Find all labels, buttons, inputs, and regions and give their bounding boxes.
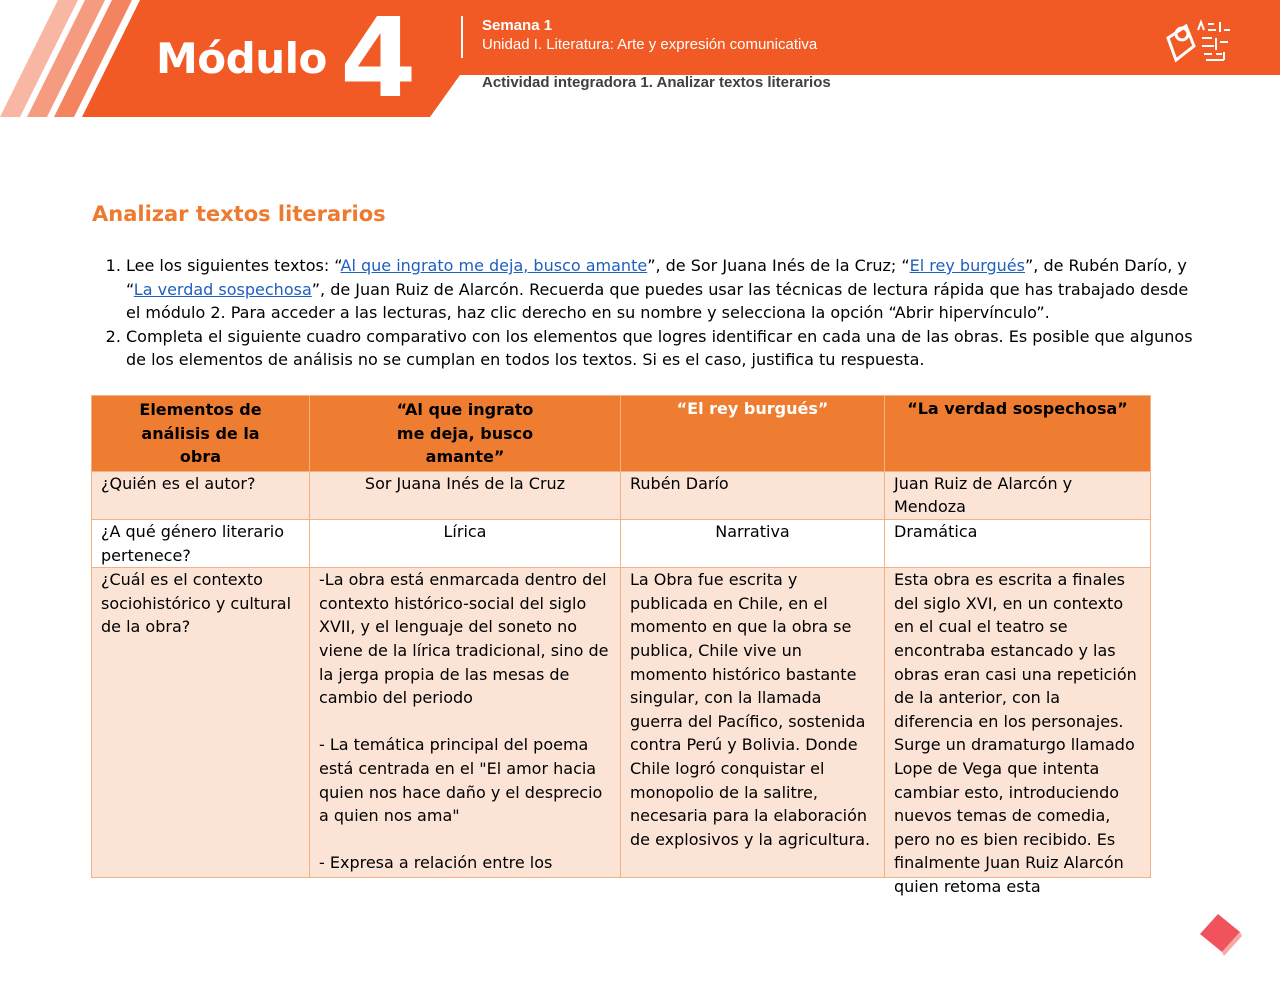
link-al-que-ingrato[interactable]: Al que ingrato me deja, busco amante	[340, 256, 648, 275]
link-la-verdad-sospechosa[interactable]: La verdad sospechosa	[133, 279, 312, 299]
header-divider	[461, 16, 463, 58]
table-row	[92, 471, 1151, 519]
cell-autor-ingrato[interactable]: Sor Juana Inés de la Cruz	[310, 471, 621, 519]
table-row	[92, 568, 1151, 878]
header-la-verdad-sospechosa: “La verdad sospechosa”	[885, 396, 1151, 472]
cell-genero-ingrato[interactable]: Lírica	[310, 519, 621, 567]
module-label: Módulo	[156, 34, 327, 83]
unit-label: Unidad I. Literatura: Arte y expresión comunicativa	[482, 36, 818, 53]
module-header	[0, 0, 1280, 120]
cell-contexto-verdad[interactable]: Esta obra es escrita a finales del siglo XVI, en un contexto en el cual el teatro se encontraba estancado y las obras eran casi una repetición de la anterior, con la diferencia en los personajes. Surge un dramaturgo llamado Lope de Vega que intenta cambiar esto, introduciendo nuevos temas de comedia, pero no es bien recibido. Es finalmente Juan Ruiz Alarcón quien retoma esta	[885, 568, 1151, 878]
instruction-item-2: 2. Completa el siguiente cuadro comparativo con los elementos que logres identificar en cada una de las obras. Es posible que algunos de los elementos de análisis no se cumplan en todos los textos. Si es el caso, justifica tu respuesta.	[126, 325, 1206, 372]
header-el-rey-burgues: “El rey burgués”	[621, 396, 885, 472]
row-label-contexto: ¿Cuál es el contexto sociohistórico y cultural de la obra?	[92, 568, 310, 878]
cell-contexto-rey[interactable]: La Obra fue escrita y publicada en Chile, en el momento en que la obra se publica, Chile vive un momento histórico bastante singular, con la llamada guerra del Pacífico, sostenida contra Perú y Bolivia. Donde Chile logró conquistar el monopolio de la salitre, necesaria para la elaboración de explosivos y la agricultura.	[621, 568, 885, 878]
week-label: Semana 1	[482, 17, 553, 34]
cell-contexto-ingrato[interactable]: -La obra está enmarcada dentro del contexto histórico-social del siglo XVII, y el lenguaje del soneto no viene de la lírica tradicional, sino de la jerga propia de las mesas de cambio del periodo - La temática principal del poema está centrada en el "El amor hacia quien nos hace daño y el desprecio a quien nos ama" - Expresa a relación entre los	[310, 568, 621, 878]
corner-diamond-icon	[1196, 910, 1244, 956]
row-label-genero: ¿A qué género literario pertenece?	[92, 519, 310, 567]
link-el-rey-burgues[interactable]: El rey burgués	[909, 256, 1025, 275]
table-header-row	[92, 396, 1151, 472]
instructions-list	[92, 254, 1206, 372]
cell-genero-rey[interactable]: Narrativa	[621, 519, 885, 567]
header-al-que-ingrato: “Al que ingrato me deja, busco amante”	[310, 396, 621, 472]
activity-label: Actividad integradora 1. Analizar textos literarios	[482, 74, 831, 91]
logo-book-icon	[1168, 26, 1194, 60]
row-label-autor: ¿Quién es el autor?	[92, 471, 310, 519]
comparison-table	[91, 395, 1151, 896]
header-elementos: Elementos de análisis de la obra	[92, 396, 310, 472]
cell-autor-verdad[interactable]: Juan Ruiz de Alarcón y Mendoza	[885, 471, 1151, 519]
prepa-en-linea-logo	[1164, 16, 1236, 66]
module-number: 4	[340, 0, 417, 122]
section-title: Analizar textos literarios	[92, 202, 386, 226]
instruction-item-1: 1. Lee los siguientes textos: “Al que ingrato me deja, busco amante”, de Sor Juana Inés de la Cruz; “El rey burgués”, de Rubén Darío, y “La verdad sospechosa”, de Juan Ruiz de Alarcón. Recuerda que puedes usar las técnicas de lectura rápida que has trabajado desde el módulo 2. Para acceder a las lecturas, haz clic derecho en su nombre y selecciona la opción “Abrir hipervínculo”.	[126, 254, 1206, 325]
cell-genero-verdad[interactable]: Dramática	[885, 519, 1151, 567]
table-row	[92, 519, 1151, 567]
cell-autor-rey[interactable]: Rubén Darío	[621, 471, 885, 519]
